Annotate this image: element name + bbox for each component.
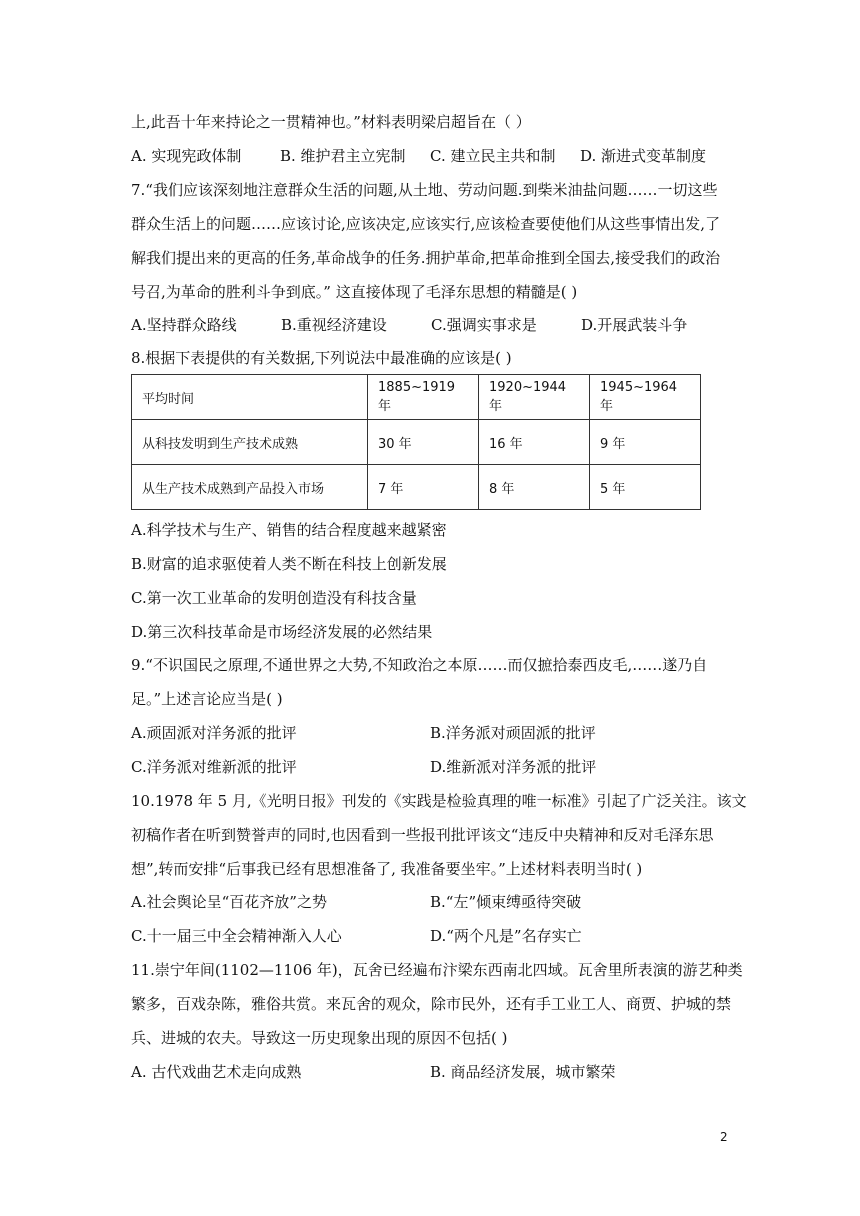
q8-option-b: B.财富的追求驱使着人类不断在科技上创新发展 xyxy=(131,555,447,573)
q11-stem-line-3: 兵、进城的农夫。导致这一历史现象出现的原因不包括( ) xyxy=(131,1029,508,1047)
q11-stem-line-1: 11.崇宁年间(1102—1106 年)，瓦舍已经遍布汴梁东西南北四域。瓦舍里所表演的游艺种类 xyxy=(131,961,743,979)
q8-option-c: C.第一次工业革命的发明创造没有科技含量 xyxy=(131,589,417,607)
q10-stem-line-1: 10.1978 年 5 月,《光明日报》刊发的《实践是检验真理的唯一标准》引起了广泛关注。该文 xyxy=(131,792,747,810)
table-row xyxy=(132,465,701,510)
q6-option-a: A. 实现宪政体制 xyxy=(131,147,242,165)
q10-option-c: C.十一届三中全会精神渐入人心 xyxy=(131,927,342,945)
page-number: 2 xyxy=(720,1130,728,1144)
q6-stem-end: 上,此吾十年来持论之一贯精神也。”材料表明梁启超旨在（ ） xyxy=(131,113,531,131)
table-cell: 9 年 xyxy=(590,420,701,465)
q11-option-a: A. 古代戏曲艺术走向成熟 xyxy=(131,1063,302,1081)
q9-stem-line-1: 9.“不识国民之原理,不通世界之大势,不知政治之本原……而仅摭拾泰西皮毛,……遂乃自 xyxy=(131,656,708,674)
table-cell: 平均时间 xyxy=(132,375,368,420)
table-cell: 30 年 xyxy=(368,420,479,465)
q10-stem-line-2: 初稿作者在听到赞誉声的同时,也因看到一些报刊批评该文“违反中央精神和反对毛泽东思 xyxy=(131,826,714,844)
table-cell: 从生产技术成熟到产品投入市场 xyxy=(132,465,368,510)
q9-option-d: D.维新派对洋务派的批评 xyxy=(430,758,597,776)
table-cell: 1885~1919 年 xyxy=(368,375,479,420)
table-cell: 1920~1944 年 xyxy=(479,375,590,420)
q6-option-d: D. 渐进式变革制度 xyxy=(580,147,707,165)
q7-option-d: D.开展武装斗争 xyxy=(581,316,688,334)
q11-option-b: B. 商品经济发展，城市繁荣 xyxy=(430,1063,616,1081)
q8-option-d: D.第三次科技革命是市场经济发展的必然结果 xyxy=(131,623,433,641)
q10-option-d: D.“两个凡是”名存实亡 xyxy=(430,927,582,945)
q7-stem-line-4: 号召,为革命的胜利斗争到底。” 这直接体现了毛泽东思想的精髓是( ) xyxy=(131,283,578,301)
q7-stem-line-3: 解我们提出来的更高的任务,革命战争的任务.拥护革命,把革命推到全国去,接受我们的政治 xyxy=(131,249,721,267)
q10-option-a: A.社会舆论呈“百花齐放”之势 xyxy=(131,893,327,911)
q9-stem-line-2: 足。”上述言论应当是( ) xyxy=(131,690,283,708)
q6-option-b: B. 维护君主立宪制 xyxy=(280,147,406,165)
q10-option-b: B.“左”倾束缚亟待突破 xyxy=(430,893,582,911)
q7-stem-line-2: 群众生活上的问题……应该讨论,应该决定,应该实行,应该检查要使他们从这些事情出发,了 xyxy=(131,215,721,233)
q7-stem-line-1: 7.“我们应该深刻地注意群众生活的问题,从土地、劳动问题.到柴米油盐问题……一切这些 xyxy=(131,181,718,199)
table-cell: 16 年 xyxy=(479,420,590,465)
q8-option-a: A.科学技术与生产、销售的结合程度越来越紧密 xyxy=(131,521,447,539)
data-table xyxy=(131,374,701,510)
q6-option-c: C. 建立民主共和制 xyxy=(430,147,556,165)
table-cell: 8 年 xyxy=(479,465,590,510)
table-cell: 1945~1964 年 xyxy=(590,375,701,420)
q11-stem-line-2: 繁多，百戏杂陈，雅俗共赏。来瓦舍的观众，除市民外，还有手工业工人、商贾、护城的禁 xyxy=(131,995,732,1013)
q9-option-c: C.洋务派对维新派的批评 xyxy=(131,758,297,776)
q10-stem-line-3: 想”,转而安排“后事我已经有思想准备了, 我准备要坐牢。”上述材料表明当时( ) xyxy=(131,860,643,878)
q9-option-a: A.顽固派对洋务派的批评 xyxy=(131,724,297,742)
table-header-row xyxy=(132,375,701,420)
q7-option-b: B.重视经济建设 xyxy=(281,316,387,334)
table-cell: 5 年 xyxy=(590,465,701,510)
q9-option-b: B.洋务派对顽固派的批评 xyxy=(430,724,596,742)
q7-option-c: C.强调实事求是 xyxy=(431,316,537,334)
q7-option-a: A.坚持群众路线 xyxy=(131,316,237,334)
table-cell: 7 年 xyxy=(368,465,479,510)
q8-stem: 8.根据下表提供的有关数据,下列说法中最准确的应该是( ) xyxy=(131,349,512,367)
table-cell: 从科技发明到生产技术成熟 xyxy=(132,420,368,465)
table-row xyxy=(132,420,701,465)
